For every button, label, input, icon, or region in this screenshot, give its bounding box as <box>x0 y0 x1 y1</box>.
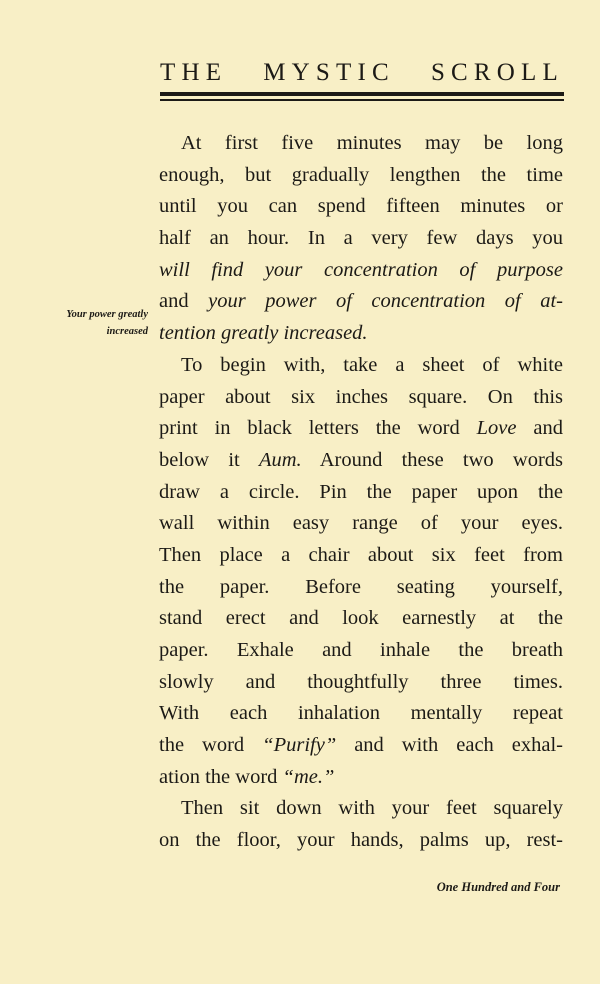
text-run: enough, but gradually lengthen the time <box>159 163 563 186</box>
text-line <box>159 730 563 762</box>
margin-note-line: increased <box>106 326 148 337</box>
text-run: and <box>159 290 209 313</box>
text-run: and with each exhal- <box>336 734 563 757</box>
text-line <box>159 223 563 255</box>
page-number: One Hundred and Four <box>436 880 560 894</box>
header-rule-thin <box>160 99 564 101</box>
text-line <box>159 762 563 794</box>
text-line <box>159 572 563 604</box>
text-run: draw a circle. Pin the paper upon the <box>159 480 563 503</box>
text-run-italic: “me.” <box>282 765 335 788</box>
text-run-italic: your power of concentration of at- <box>208 290 563 313</box>
text-line <box>159 160 563 192</box>
text-run: on the floor, your hands, palms up, rest- <box>159 829 563 852</box>
text-line <box>159 318 563 350</box>
text-line <box>159 603 563 635</box>
text-line <box>159 667 563 699</box>
text-run: Then sit down with your feet squarely <box>181 797 563 820</box>
text-run: the word <box>159 734 263 757</box>
margin-note <box>10 306 148 340</box>
text-line <box>159 191 563 223</box>
text-run-italic: Love <box>476 417 517 440</box>
text-line <box>159 255 563 287</box>
text-line <box>159 793 563 825</box>
text-run-italic: tention greatly increased. <box>159 322 368 345</box>
text-line <box>159 540 563 572</box>
text-run-italic: will find your concentration of purpose <box>159 258 563 281</box>
text-run: the paper. Before seating yourself, <box>159 575 563 598</box>
text-line <box>159 128 563 160</box>
text-run: paper. Exhale and inhale the breath <box>159 639 563 661</box>
header-rule-thick <box>160 92 564 96</box>
text-line <box>159 445 563 477</box>
text-run: below it <box>159 448 259 471</box>
text-run: Around these two words <box>301 448 563 471</box>
text-line <box>159 635 563 667</box>
header-word: THE <box>160 59 228 86</box>
text-line <box>159 382 563 414</box>
text-run: stand erect and look earnestly at the <box>159 607 563 630</box>
text-run: print in black letters the word <box>159 417 477 440</box>
text-run: paper about six inches square. On this <box>159 385 563 408</box>
text-run: To begin with, take a sheet of white <box>181 353 563 376</box>
text-line <box>159 286 563 318</box>
text-line <box>159 825 563 857</box>
running-header <box>160 58 564 88</box>
text-run: With each inhalation mentally repeat <box>159 702 563 725</box>
text-run-italic: “Purify” <box>262 734 337 757</box>
text-run: Then place a chair about six feet from <box>159 543 563 566</box>
text-line <box>159 477 563 509</box>
text-run: ation the word <box>159 765 283 788</box>
text-run: half an hour. In a very few days you <box>159 227 563 250</box>
text-line <box>159 508 563 540</box>
text-run: until you can spend fifteen minutes or <box>159 195 563 218</box>
text-run-italic: Aum. <box>258 448 302 471</box>
text-line <box>159 413 563 445</box>
text-run: At first five minutes may be long <box>181 132 563 154</box>
text-run: and <box>516 417 563 440</box>
header-word: SCROLL <box>430 59 564 86</box>
header-word: MYSTIC <box>263 59 395 86</box>
body-text <box>159 128 563 857</box>
margin-note-line: Your power greatly <box>66 309 148 320</box>
text-line <box>159 350 563 382</box>
text-run: slowly and thoughtfully three times. <box>159 670 563 693</box>
text-line <box>159 698 563 730</box>
text-run: wall within easy range of your eyes. <box>159 512 563 535</box>
